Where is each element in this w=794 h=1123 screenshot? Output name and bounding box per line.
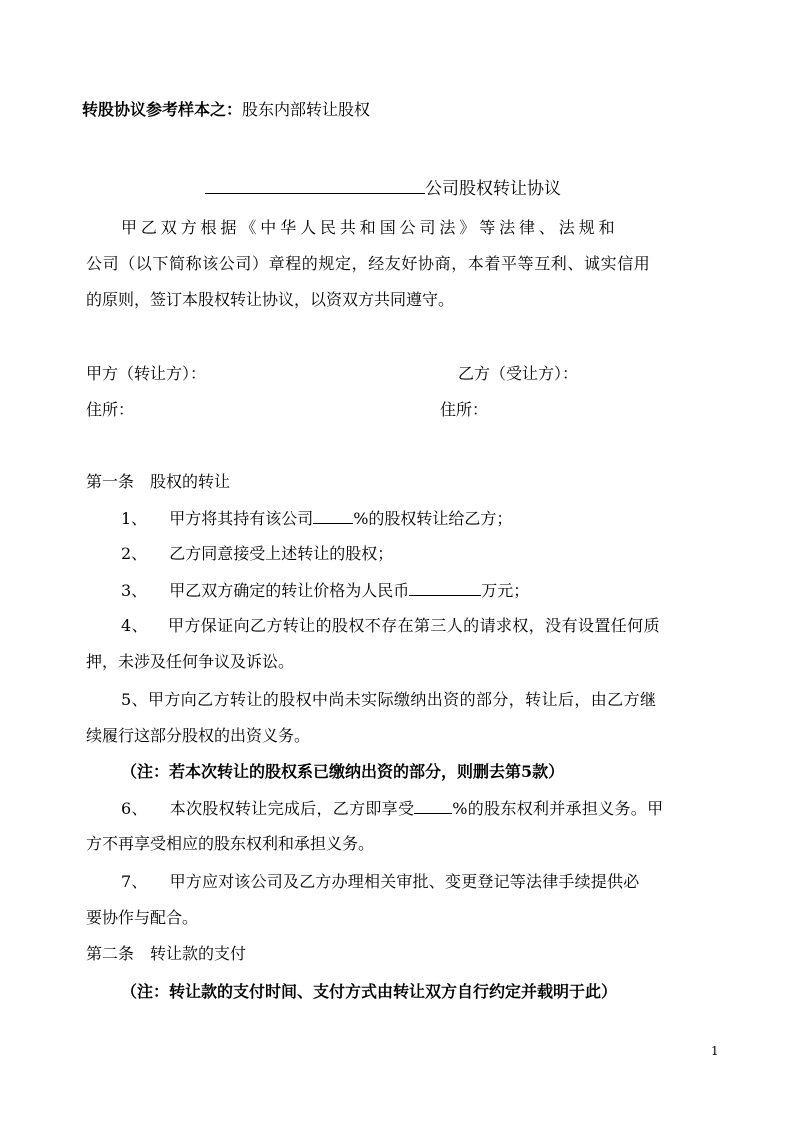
intro-line-1: 甲乙双方根据《中华人民共和国公司法》等法律、法规和 — [121, 218, 619, 237]
item2-text: 乙方同意接受上述转让的股权； — [169, 544, 394, 563]
item1-post: %的股权转让给乙方； — [353, 509, 513, 528]
item6-percent-blank[interactable] — [414, 798, 452, 814]
title-text: 公司股权转让协议 — [425, 179, 561, 199]
address-a-label: 住所： — [86, 400, 135, 419]
item3-price-blank[interactable] — [409, 580, 481, 596]
intro-line-2: 公司（以下简称该公司）章程的规定，经友好协商，本着平等互利、诚实信用 — [86, 254, 651, 273]
party-b-label: 乙方（受让方）： — [458, 364, 579, 383]
item4-number: 4、 — [121, 616, 148, 635]
item7-number: 7、 — [121, 872, 148, 891]
item3-number: 3、 — [121, 581, 148, 600]
article2-heading: 第二条 转让款的支付 — [86, 944, 247, 963]
item6-pre: 本次股权转让完成后，乙方即享受 — [169, 799, 415, 818]
article1-item-1 — [121, 508, 512, 529]
item6-number: 6、 — [121, 799, 148, 818]
document-title — [205, 178, 561, 200]
item2-number: 2、 — [121, 544, 148, 563]
company-name-blank[interactable] — [205, 178, 425, 194]
article1-note: （注：若本次转让的股权系已缴纳出资的部分，则删去第5款） — [121, 762, 565, 781]
article1-item-4-line-2: 押，未涉及任何争议及诉讼。 — [86, 652, 295, 671]
article1-heading: 第一条 股权的转让 — [86, 472, 231, 491]
article2-note: （注：转让款的支付时间、支付方式由转让双方自行约定并载明于此） — [121, 982, 618, 1001]
article1-item-4 — [121, 616, 660, 636]
article1-item-6-line-2: 方不再享受相应的股东权利和承担义务。 — [86, 834, 375, 853]
item1-pre: 甲方将其持有该公司 — [169, 509, 314, 528]
item7-line1: 甲方应对该公司及乙方办理相关审批、变更登记等法律手续提供必 — [169, 872, 640, 891]
article1-item-5-line-2: 续履行这部分股权的出资义务。 — [86, 726, 311, 745]
header-label-bold: 转股协议参考样本之： — [82, 100, 243, 119]
item4-line1: 甲方保证向乙方转让的股权不存在第三人的请求权，没有设置任何质 — [167, 616, 660, 635]
header-label-rest: 股东内部转让股权 — [242, 100, 371, 119]
article1-item-6 — [121, 798, 663, 819]
document-header — [82, 100, 370, 120]
page-number: 1 — [711, 1044, 719, 1058]
address-b-label: 住所： — [440, 400, 489, 419]
article1-item-5: 5、甲方向乙方转让的股权中尚未实际缴纳出资的部分，转让后，由乙方继 — [121, 690, 657, 709]
item1-number: 1、 — [121, 509, 148, 528]
article1-item-3 — [121, 580, 529, 601]
article1-item-7 — [121, 872, 639, 892]
item3-pre: 甲乙双方确定的转让价格为人民币 — [169, 581, 410, 600]
item3-post: 万元； — [481, 581, 530, 600]
item6-post: %的股东权利并承担义务。甲 — [452, 799, 664, 818]
party-a-label: 甲方（转让方）： — [86, 364, 207, 383]
article1-item-2 — [121, 544, 393, 564]
item1-percent-blank[interactable] — [313, 508, 353, 524]
article1-item-7-line-2: 要协作与配合。 — [86, 908, 199, 927]
intro-line-3: 的原则，签订本股权转让协议，以资双方共同遵守。 — [86, 290, 455, 309]
